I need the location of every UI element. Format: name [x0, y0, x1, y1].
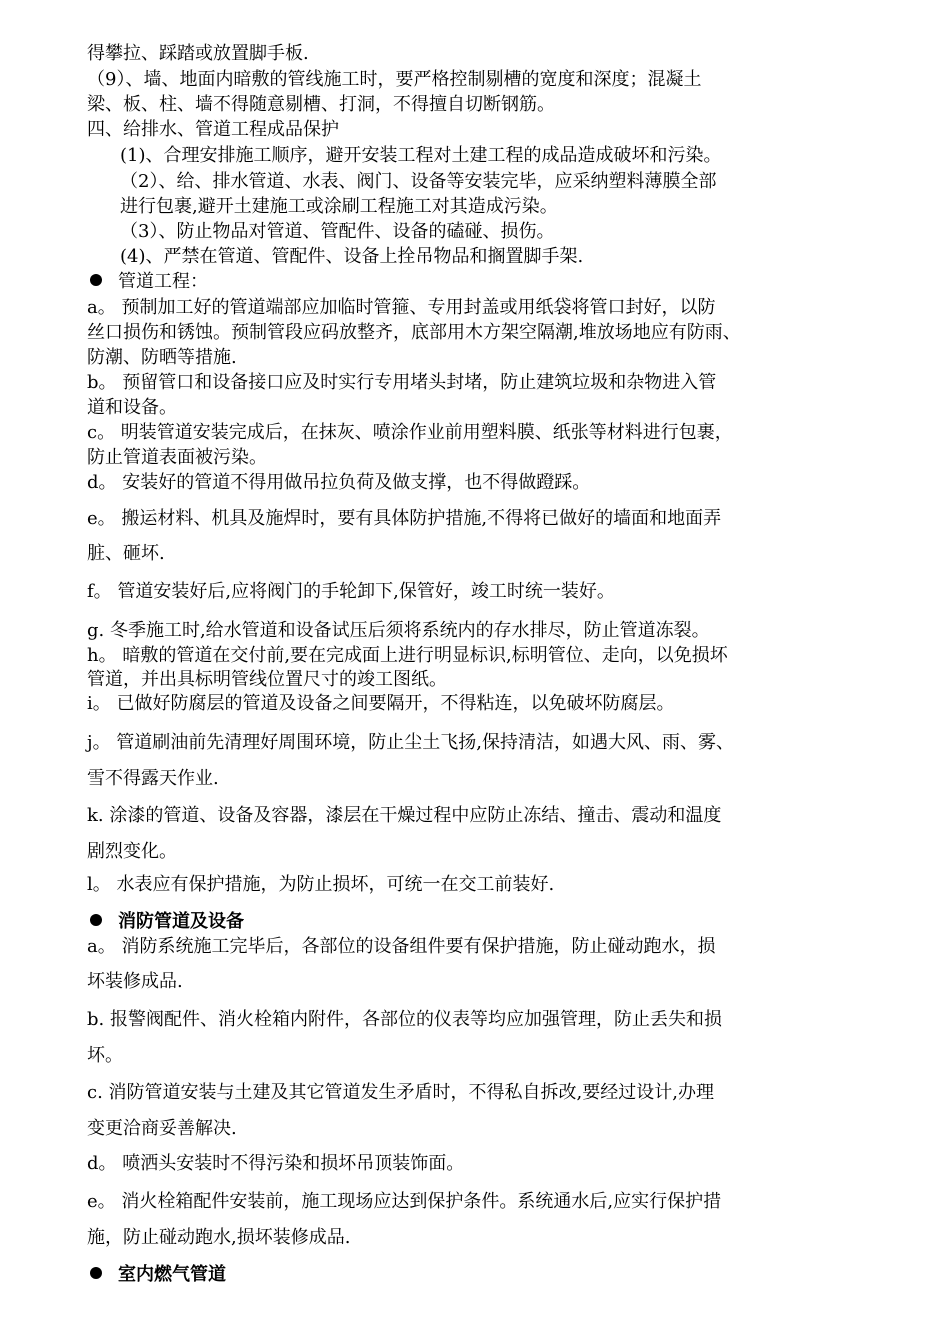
- text-line: 梁、板、柱、墙不得随意剔槽、打洞，不得擅自切断钢筋。: [87, 94, 555, 115]
- text-line: 防潮、防晒等措施.: [87, 347, 237, 368]
- text-line: j。 管道刷油前先清理好周围环境，防止尘土飞扬,保持清洁，如遇大风、雨、雾、: [87, 732, 735, 753]
- text-line: (4)、严禁在管道、管配件、设备上拴吊物品和搁置脚手架.: [120, 246, 584, 267]
- text-line: 变更洽商妥善解决.: [87, 1118, 237, 1139]
- text-line: 防止管道表面被污染。: [87, 447, 267, 468]
- bullet-icon: [90, 274, 102, 286]
- text-line: a。 预制加工好的管道端部应加临时管箍、专用封盖或用纸袋将管口封好，以防: [87, 297, 716, 318]
- text-line: 坏装修成品.: [87, 971, 183, 992]
- text-line: 雪不得露天作业.: [87, 768, 219, 789]
- bullet-heading: [90, 910, 244, 934]
- text-line: （2）、给、排水管道、水表、阀门、设备等安装完毕，应采纳塑料薄膜全部: [120, 171, 717, 192]
- bullet-icon: [90, 914, 102, 926]
- text-line: b. 报警阀配件、消火栓箱内附件，各部位的仪表等均应加强管理，防止丢失和损: [87, 1009, 722, 1030]
- bullet-heading-label: 消防管道及设备: [118, 911, 244, 932]
- text-line: （9）、墙、地面内暗敷的管线施工时，要严格控制剔槽的宽度和深度；混凝土: [87, 69, 702, 90]
- text-line: d。 喷洒头安装时不得污染和损坏吊顶装饰面。: [87, 1153, 465, 1174]
- text-line: 坏。: [87, 1045, 123, 1066]
- text-line: 进行包裹,避开土建施工或涂刷工程施工对其造成污染。: [120, 196, 558, 217]
- section-heading: 四、给排水、管道工程成品保护: [87, 119, 339, 140]
- text-line: l。 水表应有保护措施，为防止损坏，可统一在交工前装好.: [87, 874, 555, 895]
- text-line: e。 搬运材料、机具及施焊时，要有具体防护措施,不得将已做好的墙面和地面弄: [87, 508, 722, 529]
- text-line: a。 消防系统施工完毕后，各部位的设备组件要有保护措施，防止碰动跑水，损: [87, 936, 716, 957]
- text-line: c. 消防管道安装与土建及其它管道发生矛盾时，不得私自拆改,要经过设计,办理: [87, 1082, 714, 1103]
- text-line: f。 管道安装好后,应将阀门的手轮卸下,保管好，竣工时统一装好。: [87, 581, 615, 602]
- text-line: 剧烈变化。: [87, 841, 177, 862]
- text-line: 得攀拉、踩踏或放置脚手板.: [87, 43, 309, 64]
- bullet-icon: [90, 1267, 102, 1279]
- text-line: d。 安装好的管道不得用做吊拉负荷及做支撑，也不得做蹬踩。: [87, 472, 591, 493]
- text-line: h。 暗敷的管道在交付前,要在完成面上进行明显标识,标明管位、走向，以免损坏: [87, 645, 728, 666]
- text-line: 施，防止碰动跑水,损坏装修成品.: [87, 1227, 351, 1248]
- text-line: b。 预留管口和设备接口应及时实行专用堵头封堵，防止建筑垃圾和杂物进入管: [87, 372, 717, 393]
- bullet-heading-label: 管道工程：: [118, 271, 208, 292]
- bullet-heading-label: 室内燃气管道: [118, 1264, 226, 1285]
- text-line: i。 已做好防腐层的管道及设备之间要隔开，不得粘连，以免破坏防腐层。: [87, 693, 675, 714]
- text-line: （3）、防止物品对管道、管配件、设备的磕碰、损伤。: [120, 221, 555, 242]
- text-line: 丝口损伤和锈蚀。预制管段应码放整齐，底部用木方架空隔潮,堆放场地应有防雨、: [87, 322, 741, 343]
- bullet-heading: [90, 1263, 226, 1287]
- text-line: k. 涂漆的管道、设备及容器，漆层在干燥过程中应防止冻结、撞击、震动和温度: [87, 805, 722, 826]
- text-line: (1)、合理安排施工顺序，避开安装工程对土建工程的成品造成破坏和污染。: [120, 145, 722, 166]
- text-line: 道和设备。: [87, 397, 177, 418]
- text-line: e。 消火栓箱配件安装前，施工现场应达到保护条件。系统通水后,应实行保护措: [87, 1191, 722, 1212]
- text-line: 脏、砸坏.: [87, 543, 165, 564]
- text-line: 管道，并出具标明管线位置尺寸的竣工图纸。: [87, 669, 447, 690]
- text-line: c。 明装管道安装完成后，在抹灰、喷涂作业前用塑料膜、纸张等材料进行包裹，: [87, 422, 733, 443]
- text-line: g. 冬季施工时,给水管道和设备试压后须将系统内的存水排尽，防止管道冻裂。: [87, 620, 710, 641]
- bullet-heading: [90, 270, 208, 294]
